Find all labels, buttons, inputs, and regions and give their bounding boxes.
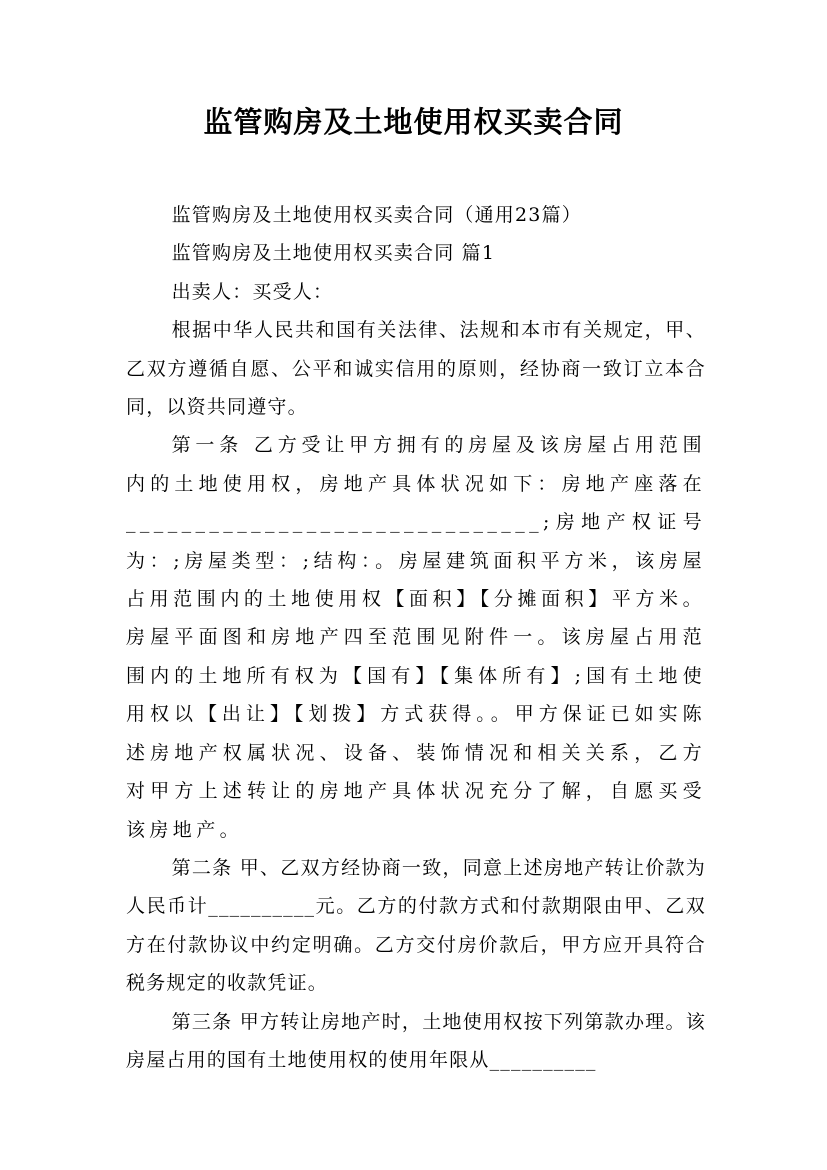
paragraph-subtitle: 监管购房及土地使用权买卖合同（通用23篇）: [171, 204, 582, 226]
document-body: [126, 196, 706, 1079]
paragraph-parties: 出卖人：买受人：: [171, 280, 334, 303]
document-title: 监管购房及土地使用权买卖合同: [203, 105, 624, 139]
paragraph-article-3: 第三条 甲方转让房地产时，土地使用权按下列第款办理。该房屋占用的国有土地使用权的使用年限从__________: [126, 1010, 706, 1071]
paragraph-section-heading: 监管购房及土地使用权买卖合同 篇1: [171, 242, 496, 265]
paragraph-article-2: 第二条 甲、乙双方经协商一致，同意上述房地产转让价款为人民币计__________元。乙方的付款方式和付款期限由甲、乙双方在付款协议中约定明确。乙方交付房价款后，甲方应开具符合税务规定的收款凭证。: [126, 856, 706, 995]
paragraph-preamble: 根据中华人民共和国有关法律、法规和本市有关规定，甲、乙双方遵循自愿、公平和诚实信用的原则，经协商一致订立本合同，以资共同遵守。: [126, 319, 706, 419]
paragraph-article-1: 第一条 乙方受让甲方拥有的房屋及该房屋占用范围内的土地使用权，房地产具体状况如下：房地产座落在______________________________;房地产权证号为：;房屋类型：;结构：。房屋建筑面积平方米，该房屋占用范围内的土地使用权【面积】【分摊面积】平方米。房屋平面图和房地产四至范围见附件一。该房屋占用范围内的土地所有权为【国有】【集体所有】;国有土地使用权以【出让】【划拨】方式获得。。甲方保证已如实陈述房地产权属状况、设备、装饰情况和相关关系，乙方对甲方上述转让的房地产具体状况充分了解，自愿买受该房地产。: [126, 434, 706, 841]
